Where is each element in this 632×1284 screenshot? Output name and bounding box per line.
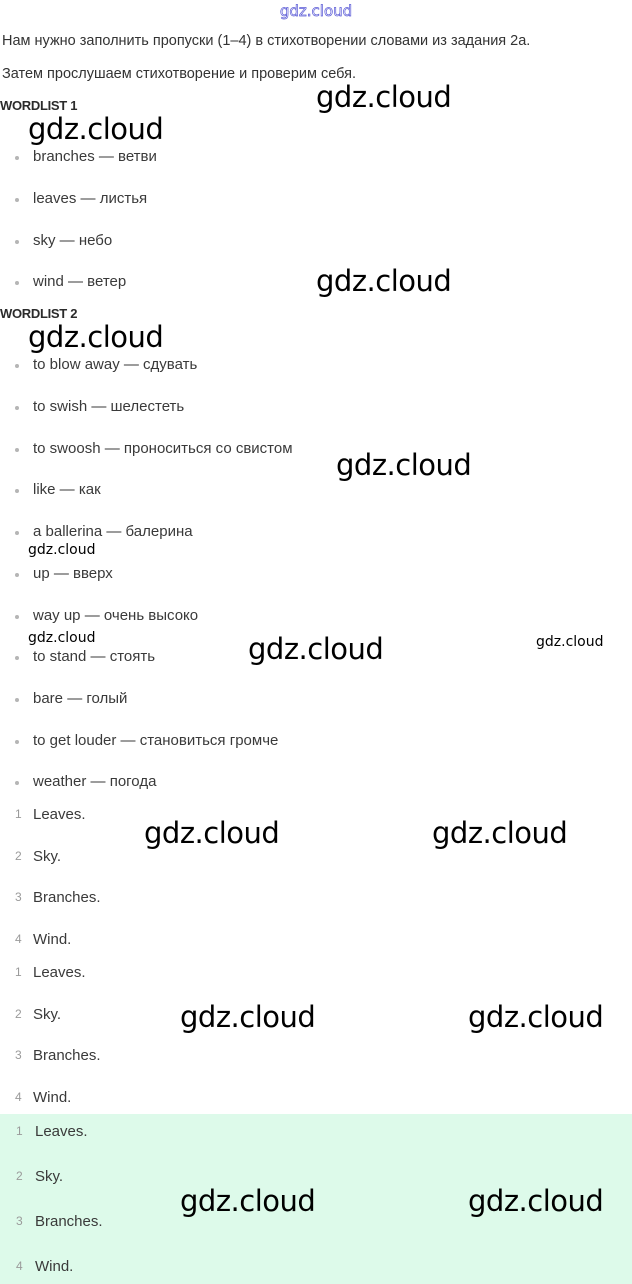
answer-text: Wind. (33, 1089, 72, 1106)
answer-number: 4 (16, 1259, 23, 1273)
bullet-icon (15, 656, 19, 660)
bullet-icon (15, 573, 19, 577)
watermark: gdz.cloud (180, 1184, 316, 1218)
bullet-icon (15, 615, 19, 619)
watermark: gdz.cloud (180, 1000, 316, 1034)
bullet-icon (15, 740, 19, 744)
watermark: gdz.cloud (432, 816, 568, 850)
bullet-icon (15, 448, 19, 452)
list-item-text: like — как (33, 481, 101, 498)
watermark-small: gdz.cloud (536, 634, 604, 650)
bullet-icon (15, 240, 19, 244)
list-item-text: sky — небо (33, 232, 113, 249)
answer-text: Branches. (35, 1213, 103, 1230)
list-item-text: bare — голый (33, 690, 128, 707)
bullet-icon (15, 698, 19, 702)
answer-text: Wind. (33, 931, 72, 948)
watermark: gdz.cloud (336, 448, 472, 482)
answer-text: Sky. (33, 1006, 62, 1023)
answer-number: 2 (15, 849, 22, 863)
answer-number: 3 (16, 1214, 23, 1228)
answer-text: Sky. (33, 848, 62, 865)
bullet-icon (15, 781, 19, 785)
intro-line-1: Нам нужно заполнить пропуски (1–4) в стихотворении словами из задания 2а. (2, 33, 531, 49)
answer-text: Wind. (35, 1258, 74, 1275)
answer-text: Branches. (33, 1047, 101, 1064)
watermark: gdz.cloud (468, 1184, 604, 1218)
bullet-icon (15, 364, 19, 368)
answer-text: Sky. (35, 1168, 64, 1185)
answer-number: 2 (16, 1169, 23, 1183)
answer-text: Leaves. (35, 1123, 88, 1140)
watermark-small: gdz.cloud (28, 542, 96, 558)
watermark: gdz.cloud (28, 112, 164, 146)
list-item-text: way up — очень высоко (33, 607, 199, 624)
list-item-text: leaves — листья (33, 190, 148, 207)
bullet-icon (15, 531, 19, 535)
watermark: gdz.cloud (316, 80, 452, 114)
watermark: gdz.cloud (28, 320, 164, 354)
wordlist2-heading: WORDLIST 2 (0, 306, 78, 321)
answer-number: 4 (15, 1090, 22, 1104)
top-watermark: gdz.cloud (279, 2, 353, 20)
watermark-small: gdz.cloud (28, 630, 96, 646)
answer-text: Leaves. (33, 806, 86, 823)
list-item-text: a ballerina — балерина (33, 523, 193, 540)
list-item-text: wind — ветер (33, 273, 127, 290)
bullet-icon (15, 281, 19, 285)
watermark: gdz.cloud (144, 816, 280, 850)
answer-number: 1 (15, 807, 22, 821)
list-item-text: to blow away — сдувать (33, 356, 198, 373)
list-item-text: up — вверх (33, 565, 113, 582)
bullet-icon (15, 489, 19, 493)
list-item-text: to get louder — становиться громче (33, 732, 279, 749)
list-item-text: weather — погода (33, 773, 157, 790)
answer-number: 2 (15, 1007, 22, 1021)
answer-text: Leaves. (33, 964, 86, 981)
answer-highlight-box (0, 1114, 632, 1284)
answer-number: 3 (15, 890, 22, 904)
answer-number: 4 (15, 932, 22, 946)
answer-number: 1 (15, 965, 22, 979)
bullet-icon (15, 156, 19, 160)
list-item-text: to swoosh — проноситься со свистом (33, 440, 293, 457)
watermark: gdz.cloud (248, 632, 384, 666)
wordlist1-heading: WORDLIST 1 (0, 98, 78, 113)
list-item-text: branches — ветви (33, 148, 157, 165)
bullet-icon (15, 198, 19, 202)
watermark: gdz.cloud (316, 264, 452, 298)
bullet-icon (15, 406, 19, 410)
answer-number: 3 (15, 1048, 22, 1062)
intro-line-2: Затем прослушаем стихотворение и проверим себя. (2, 66, 357, 82)
list-item-text: to swish — шелестеть (33, 398, 185, 415)
answer-number: 1 (16, 1124, 23, 1138)
list-item-text: to stand — стоять (33, 648, 156, 665)
answer-text: Branches. (33, 889, 101, 906)
watermark: gdz.cloud (468, 1000, 604, 1034)
